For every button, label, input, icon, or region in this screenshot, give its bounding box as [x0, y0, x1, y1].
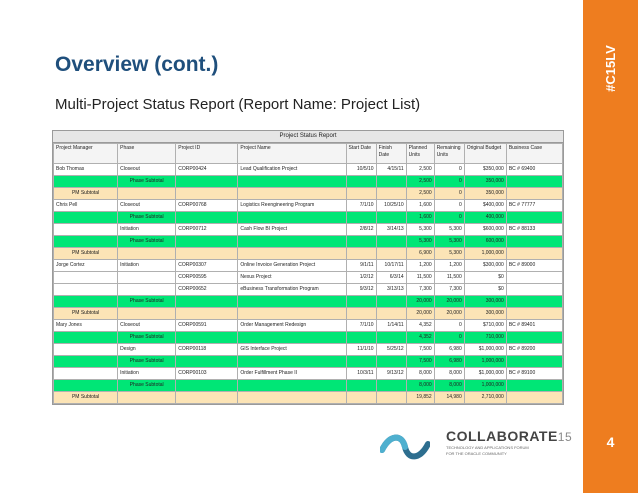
table-cell: Jorge Cortez [54, 260, 118, 272]
table-cell [54, 212, 118, 224]
pm-subtotal-row [54, 392, 563, 404]
table-cell: CORP00768 [176, 200, 238, 212]
table-row [54, 344, 563, 356]
table-row [54, 260, 563, 272]
table-cell [506, 392, 562, 404]
table-cell [506, 272, 562, 284]
table-cell: Design [118, 344, 176, 356]
table-cell [346, 248, 376, 260]
table-cell: 0 [434, 320, 464, 332]
table-cell [238, 236, 346, 248]
table-cell: $1,000,000 [464, 368, 506, 380]
collaborate-logo-icon [380, 430, 430, 464]
table-cell: CORP00712 [176, 224, 238, 236]
table-cell: 11,500 [406, 272, 434, 284]
table-cell: Chris Pell [54, 200, 118, 212]
table-cell [176, 392, 238, 404]
report-title: Project Status Report [53, 131, 563, 143]
table-cell [54, 224, 118, 236]
table-cell [346, 332, 376, 344]
table-cell: Phase Subtotal [118, 176, 176, 188]
table-cell: $400,000 [464, 200, 506, 212]
table-cell: Order Management Redesign [238, 320, 346, 332]
table-cell [238, 296, 346, 308]
table-cell [346, 308, 376, 320]
table-cell: 9/1/11 [346, 260, 376, 272]
table-cell: CORP00424 [176, 164, 238, 176]
table-cell: 2,710,000 [464, 392, 506, 404]
table-cell: 6,980 [434, 356, 464, 368]
table-cell: Initiation [118, 260, 176, 272]
table-cell: eBusiness Transformation Program [238, 284, 346, 296]
table-cell [346, 392, 376, 404]
table-cell: 10/3/11 [346, 368, 376, 380]
table-cell [176, 332, 238, 344]
phase-subtotal-row [54, 356, 563, 368]
table-row [54, 368, 563, 380]
table-cell: 8,000 [434, 368, 464, 380]
table-cell: 11/1/10 [346, 344, 376, 356]
table-row [54, 164, 563, 176]
table-cell [346, 212, 376, 224]
table-cell: 0 [434, 200, 464, 212]
table-cell [238, 380, 346, 392]
table-cell: 1,000,000 [464, 248, 506, 260]
table-cell: 2,500 [406, 188, 434, 200]
table-cell [238, 212, 346, 224]
table-cell [54, 380, 118, 392]
column-header: Phase [118, 144, 176, 164]
table-cell: 2/8/12 [346, 224, 376, 236]
phase-subtotal-row [54, 212, 563, 224]
table-cell: 4,352 [406, 332, 434, 344]
table-cell: Phase Subtotal [118, 332, 176, 344]
table-cell [238, 392, 346, 404]
table-cell: 6/3/14 [376, 272, 406, 284]
table-cell: 1,600 [406, 212, 434, 224]
table-cell [176, 176, 238, 188]
table-cell [54, 284, 118, 296]
table-cell: $0 [464, 284, 506, 296]
table-cell: 11,500 [434, 272, 464, 284]
table-cell: Closeout [118, 200, 176, 212]
table-cell: Cash Flow BI Project [238, 224, 346, 236]
table-cell: $710,000 [464, 320, 506, 332]
table-cell [54, 236, 118, 248]
table-cell [506, 308, 562, 320]
column-header: Planned Units [406, 144, 434, 164]
collaborate-logo [380, 428, 573, 480]
pm-subtotal-row [54, 248, 563, 260]
table-cell: 1,200 [434, 260, 464, 272]
table-cell: 1,000,000 [464, 380, 506, 392]
table-cell: 7,500 [406, 344, 434, 356]
phase-subtotal-row [54, 236, 563, 248]
table-cell [346, 188, 376, 200]
table-cell [346, 296, 376, 308]
table-cell [176, 212, 238, 224]
table-cell: 2,500 [406, 176, 434, 188]
table-cell [506, 236, 562, 248]
logo-tagline: TECHNOLOGY AND APPLICATIONS FORUM FOR THE ORACLE COMMUNITY [446, 445, 529, 456]
table-cell: BC # 77777 [506, 200, 562, 212]
table-cell: 4,352 [406, 320, 434, 332]
table-cell [506, 380, 562, 392]
table-cell [176, 188, 238, 200]
table-cell: 300,000 [464, 296, 506, 308]
table-cell: 350,000 [464, 176, 506, 188]
table-cell: 19,852 [406, 392, 434, 404]
table-cell [176, 380, 238, 392]
table-cell: 1/2/12 [346, 272, 376, 284]
table-cell: Phase Subtotal [118, 296, 176, 308]
column-header: Remaining Units [434, 144, 464, 164]
table-cell: Closeout [118, 164, 176, 176]
table-cell [118, 188, 176, 200]
table-cell: Online Invoice Generation Project [238, 260, 346, 272]
hashtag-label: #C15LV [602, 44, 618, 92]
table-cell: 5,300 [434, 248, 464, 260]
table-row [54, 224, 563, 236]
table-body [54, 164, 563, 404]
table-cell [118, 248, 176, 260]
table-cell: 7,500 [406, 356, 434, 368]
table-cell: 20,000 [434, 296, 464, 308]
table-cell [238, 188, 346, 200]
table-cell: Phase Subtotal [118, 212, 176, 224]
table-cell: 0 [434, 332, 464, 344]
table-cell [238, 332, 346, 344]
table-cell [506, 176, 562, 188]
table-cell: Logistics Reengineering Program [238, 200, 346, 212]
table-cell: 7/1/10 [346, 320, 376, 332]
table-cell: 2,500 [406, 164, 434, 176]
table-cell: BC # 89401 [506, 320, 562, 332]
table-cell: Phase Subtotal [118, 356, 176, 368]
table-cell: Initiation [118, 224, 176, 236]
table-cell [346, 356, 376, 368]
table-cell: CORP00595 [176, 272, 238, 284]
table-row [54, 272, 563, 284]
table-cell: $0 [464, 272, 506, 284]
pm-subtotal-row [54, 308, 563, 320]
table-cell: BC # 89000 [506, 260, 562, 272]
table-cell: 1,000,000 [464, 356, 506, 368]
table-cell: 20,000 [406, 308, 434, 320]
table-cell: Order Fulfillment Phase II [238, 368, 346, 380]
table-cell [238, 356, 346, 368]
table-cell [506, 356, 562, 368]
table-cell [118, 272, 176, 284]
table-cell [376, 332, 406, 344]
column-header: Finish Date [376, 144, 406, 164]
table-cell [506, 332, 562, 344]
table-cell [54, 356, 118, 368]
logo-wordmark: COLLABORATE15 [446, 428, 573, 444]
table-cell: CORP00103 [176, 368, 238, 380]
table-cell [346, 236, 376, 248]
table-cell: CORP00591 [176, 320, 238, 332]
pm-subtotal-row [54, 188, 563, 200]
table-cell: BC # 89200 [506, 344, 562, 356]
table-cell [506, 188, 562, 200]
table-cell [376, 188, 406, 200]
table-cell [176, 248, 238, 260]
table-cell: 8,000 [406, 368, 434, 380]
phase-subtotal-row [54, 176, 563, 188]
table-cell [118, 308, 176, 320]
table-cell [506, 296, 562, 308]
table-row [54, 200, 563, 212]
table-cell [506, 248, 562, 260]
table-cell: 400,000 [464, 212, 506, 224]
table-cell: 7/1/10 [346, 200, 376, 212]
table-cell: 5/25/12 [376, 344, 406, 356]
column-header: Business Case [506, 144, 562, 164]
table-cell [54, 296, 118, 308]
column-header: Project Manager [54, 144, 118, 164]
table-cell [376, 392, 406, 404]
table-cell [54, 272, 118, 284]
table-cell: 10/17/11 [376, 260, 406, 272]
table-cell [238, 308, 346, 320]
table-cell [54, 344, 118, 356]
table-cell: 3/13/13 [376, 284, 406, 296]
table-cell: 8,000 [434, 380, 464, 392]
table-cell: Lead Qualification Project [238, 164, 346, 176]
table-cell: $300,000 [464, 260, 506, 272]
table-cell: 5,300 [406, 236, 434, 248]
table-cell: BC # 89100 [506, 368, 562, 380]
table-cell: 14,980 [434, 392, 464, 404]
report-table [53, 143, 563, 404]
table-cell: 350,000 [464, 188, 506, 200]
table-cell [506, 284, 562, 296]
phase-subtotal-row [54, 380, 563, 392]
table-cell: 1,600 [406, 200, 434, 212]
table-cell: Mary Jones [54, 320, 118, 332]
table-cell [54, 332, 118, 344]
table-cell: $600,000 [464, 224, 506, 236]
table-cell: 4/15/11 [376, 164, 406, 176]
table-cell: 300,000 [464, 308, 506, 320]
phase-subtotal-row [54, 332, 563, 344]
table-cell: 0 [434, 176, 464, 188]
table-cell: 6,900 [406, 248, 434, 260]
table-cell [118, 392, 176, 404]
table-cell [376, 248, 406, 260]
table-cell: Phase Subtotal [118, 380, 176, 392]
table-cell [54, 368, 118, 380]
table-row [54, 284, 563, 296]
table-cell: 600,000 [464, 236, 506, 248]
table-cell: 9/13/12 [376, 368, 406, 380]
table-cell [238, 176, 346, 188]
table-cell [176, 356, 238, 368]
table-cell: Phase Subtotal [118, 236, 176, 248]
table-cell: 9/3/12 [346, 284, 376, 296]
table-cell: GIS Interface Project [238, 344, 346, 356]
table-cell: $350,000 [464, 164, 506, 176]
table-cell [54, 176, 118, 188]
table-cell: $1,000,000 [464, 344, 506, 356]
table-cell: 0 [434, 188, 464, 200]
table-cell [376, 380, 406, 392]
table-cell [376, 296, 406, 308]
table-cell: 3/14/13 [376, 224, 406, 236]
table-cell [346, 380, 376, 392]
table-cell: BC # 69400 [506, 164, 562, 176]
table-cell: 20,000 [434, 308, 464, 320]
table-cell [376, 356, 406, 368]
table-cell: 5,300 [434, 224, 464, 236]
table-cell [376, 176, 406, 188]
table-cell: CORP00652 [176, 284, 238, 296]
table-cell [346, 176, 376, 188]
table-cell: 5,300 [434, 236, 464, 248]
table-cell: 0 [434, 164, 464, 176]
table-cell: CORP00307 [176, 260, 238, 272]
table-cell: 5,300 [406, 224, 434, 236]
table-cell: Bob Thomas [54, 164, 118, 176]
table-cell: PM Subtotal [54, 248, 118, 260]
table-row [54, 320, 563, 332]
table-cell: CORP00118 [176, 344, 238, 356]
table-cell [176, 308, 238, 320]
table-cell [176, 296, 238, 308]
table-cell: PM Subtotal [54, 392, 118, 404]
table-cell [506, 212, 562, 224]
table-cell: 1,200 [406, 260, 434, 272]
table-cell: 6,980 [434, 344, 464, 356]
column-header: Project Name [238, 144, 346, 164]
table-cell: 10/25/10 [376, 200, 406, 212]
table-cell: BC # 88133 [506, 224, 562, 236]
table-cell: Nexus Project [238, 272, 346, 284]
table-cell [376, 308, 406, 320]
table-cell: 20,000 [406, 296, 434, 308]
page-number: 4 [606, 434, 615, 450]
table-cell [238, 248, 346, 260]
column-header: Original Budget [464, 144, 506, 164]
table-cell: 8,000 [406, 380, 434, 392]
table-cell [176, 236, 238, 248]
slide-title: Overview (cont.) [55, 53, 219, 76]
table-cell: Initiation [118, 368, 176, 380]
slide-subtitle: Multi-Project Status Report (Report Name: Project List) [55, 96, 421, 113]
table-cell: 0 [434, 212, 464, 224]
table-cell [376, 236, 406, 248]
column-header: Project ID [176, 144, 238, 164]
project-status-report [52, 130, 564, 405]
phase-subtotal-row [54, 296, 563, 308]
table-cell: 1/14/11 [376, 320, 406, 332]
table-cell [376, 212, 406, 224]
table-cell: Closeout [118, 320, 176, 332]
table-cell [118, 284, 176, 296]
table-cell: PM Subtotal [54, 308, 118, 320]
table-cell: 10/5/10 [346, 164, 376, 176]
table-header-row [54, 144, 563, 164]
table-cell: 710,000 [464, 332, 506, 344]
column-header: Start Date [346, 144, 376, 164]
table-cell: PM Subtotal [54, 188, 118, 200]
table-cell: 7,300 [434, 284, 464, 296]
table-cell: 7,300 [406, 284, 434, 296]
